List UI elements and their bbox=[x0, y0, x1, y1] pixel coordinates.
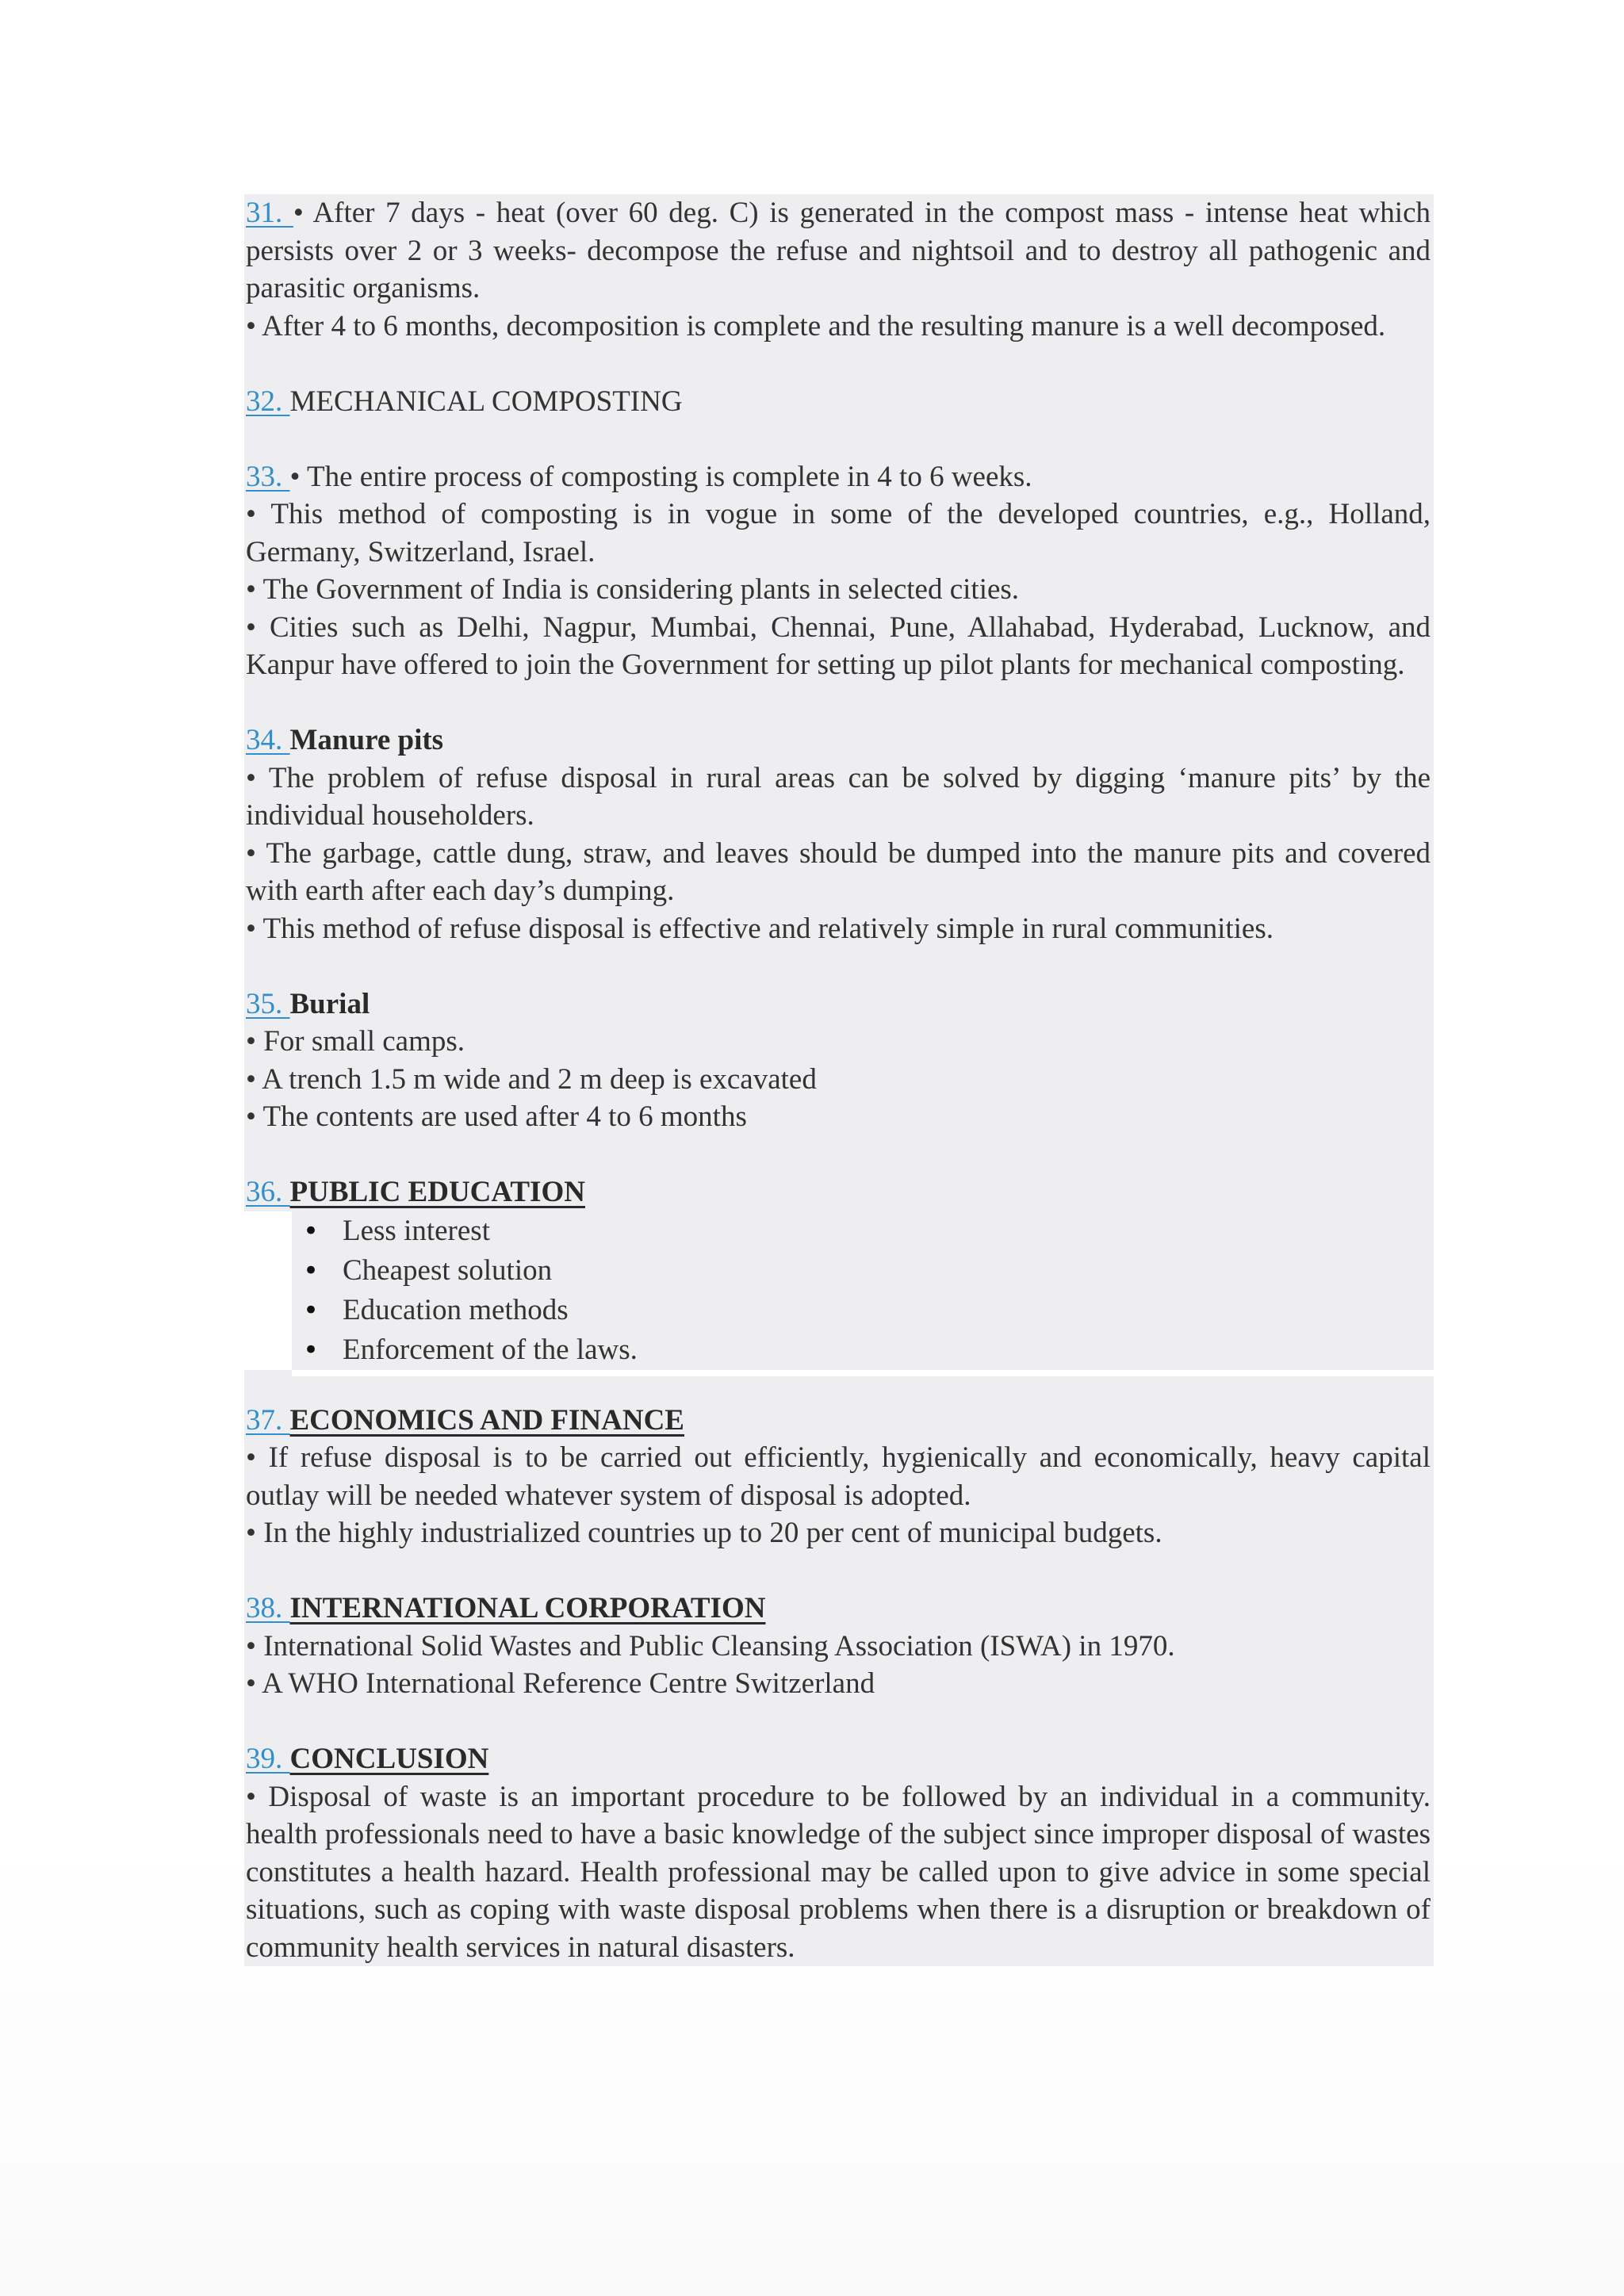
list-item: • Less interest bbox=[292, 1211, 1434, 1251]
section-33-line-1: • The entire process of composting is complete in 4 to 6 weeks. bbox=[289, 460, 1032, 493]
list-item: • Education methods bbox=[292, 1291, 1434, 1330]
slide-link-35[interactable]: 35. bbox=[246, 987, 290, 1020]
section-35 bbox=[244, 985, 1434, 1136]
section-32-title: MECHANICAL COMPOSTING bbox=[289, 385, 683, 418]
list-pad bbox=[244, 1370, 292, 1376]
slide-link-38[interactable]: 38. bbox=[246, 1592, 290, 1624]
section-35-line-2: • A trench 1.5 m wide and 2 m deep is excavated bbox=[246, 1062, 817, 1096]
section-38 bbox=[244, 1590, 1434, 1703]
slide-link-31[interactable]: 31. bbox=[246, 197, 293, 229]
spacer bbox=[244, 345, 1434, 383]
section-33-line-3: • The Government of India is considering plants in selected cities. bbox=[246, 573, 1020, 606]
section-34 bbox=[244, 721, 1434, 947]
section-34-line-2: • The garbage, cattle dung, straw, and leaves should be dumped into the manure pits and covered with earth after each day’s dumping. bbox=[246, 836, 1431, 907]
list-item: • Cheapest solution bbox=[292, 1251, 1434, 1291]
spacer bbox=[244, 684, 1434, 722]
section-37-title: ECONOMICS AND FINANCE bbox=[289, 1403, 684, 1437]
document-content bbox=[244, 194, 1434, 1966]
section-34-line-1: • The problem of refuse disposal in rural areas can be solved by digging ‘manure pits’ by the individual householders. bbox=[246, 761, 1431, 832]
section-33-line-4: • Cities such as Delhi, Nagpur, Mumbai, Chennai, Pune, Allahabad, Hyderabad, Lucknow, and Kanpur have offered to join the Government for setting up pilot plants for mechanical composting. bbox=[246, 610, 1431, 681]
slide-link-34[interactable]: 34. bbox=[246, 724, 290, 756]
slide-link-36[interactable]: 36. bbox=[246, 1176, 290, 1208]
section-37-line-2: • In the highly industrialized countries up to 20 per cent of municipal budgets. bbox=[246, 1517, 1162, 1549]
spacer bbox=[244, 1703, 1434, 1741]
section-39 bbox=[244, 1740, 1434, 1966]
section-38-title: INTERNATIONAL CORPORATION bbox=[289, 1592, 766, 1624]
section-35-line-3: • The contents are used after 4 to 6 months bbox=[246, 1100, 747, 1133]
section-33 bbox=[244, 458, 1434, 684]
section-35-line-1: • For small camps. bbox=[246, 1025, 465, 1058]
spacer bbox=[244, 947, 1434, 985]
section-36-title: PUBLIC EDUCATION bbox=[289, 1176, 585, 1208]
section-37-line-1: • If refuse disposal is to be carried out efficiently, hygienically and economically, heavy capital outlay will be needed whatever system of disposal is adopted. bbox=[246, 1441, 1431, 1512]
slide-link-37[interactable]: 37. bbox=[246, 1403, 290, 1437]
section-35-title: Burial bbox=[289, 987, 370, 1020]
section-31-line-1: • After 7 days - heat (over 60 deg. C) is generated in the compost mass - intense heat which persists over 2 or 3 weeks- decompose the refuse and nightsoil and to destroy all pathogenic and parasitic organisms. bbox=[246, 197, 1431, 304]
slide-link-39[interactable]: 39. bbox=[246, 1743, 290, 1775]
spacer bbox=[244, 1136, 1434, 1174]
section-38-line-2: • A WHO International Reference Centre Switzerland bbox=[246, 1667, 875, 1700]
section-33-line-2: • This method of composting is in vogue in some of the developed countries, e.g., Holland, Germany, Switzerland, Israel. bbox=[246, 498, 1431, 568]
section-32 bbox=[244, 383, 1434, 421]
section-31 bbox=[244, 194, 1434, 345]
section-31-line-2: • After 4 to 6 months, decomposition is complete and the resulting manure is a well decomposed. bbox=[246, 309, 1386, 342]
section-34-line-3: • This method of refuse disposal is effective and relatively simple in rural communities. bbox=[246, 912, 1274, 945]
list-item: • Enforcement of the laws. bbox=[292, 1330, 1434, 1370]
section-36 bbox=[244, 1173, 1434, 1211]
section-34-title: Manure pits bbox=[289, 724, 444, 756]
spacer bbox=[244, 1552, 1434, 1590]
slide-link-33[interactable]: 33. bbox=[246, 460, 290, 493]
section-39-title: CONCLUSION bbox=[289, 1743, 489, 1775]
spacer bbox=[244, 420, 1434, 458]
section-36-list bbox=[292, 1211, 1434, 1370]
slide-link-32[interactable]: 32. bbox=[246, 385, 290, 418]
section-39-line-1: • Disposal of waste is an important procedure to be followed by an individual in a community. health professionals need to have a basic knowledge of the subject since improper disposal of wastes constitutes a health hazard. Health professional may be called upon to give advice in some special situations, such as coping with waste disposal problems when there is a disruption or breakdown of community health services in natural disasters. bbox=[246, 1780, 1431, 1964]
spacer bbox=[244, 1376, 1434, 1402]
section-38-line-1: • International Solid Wastes and Public Cleansing Association (ISWA) in 1970. bbox=[246, 1629, 1175, 1663]
section-37 bbox=[244, 1402, 1434, 1552]
